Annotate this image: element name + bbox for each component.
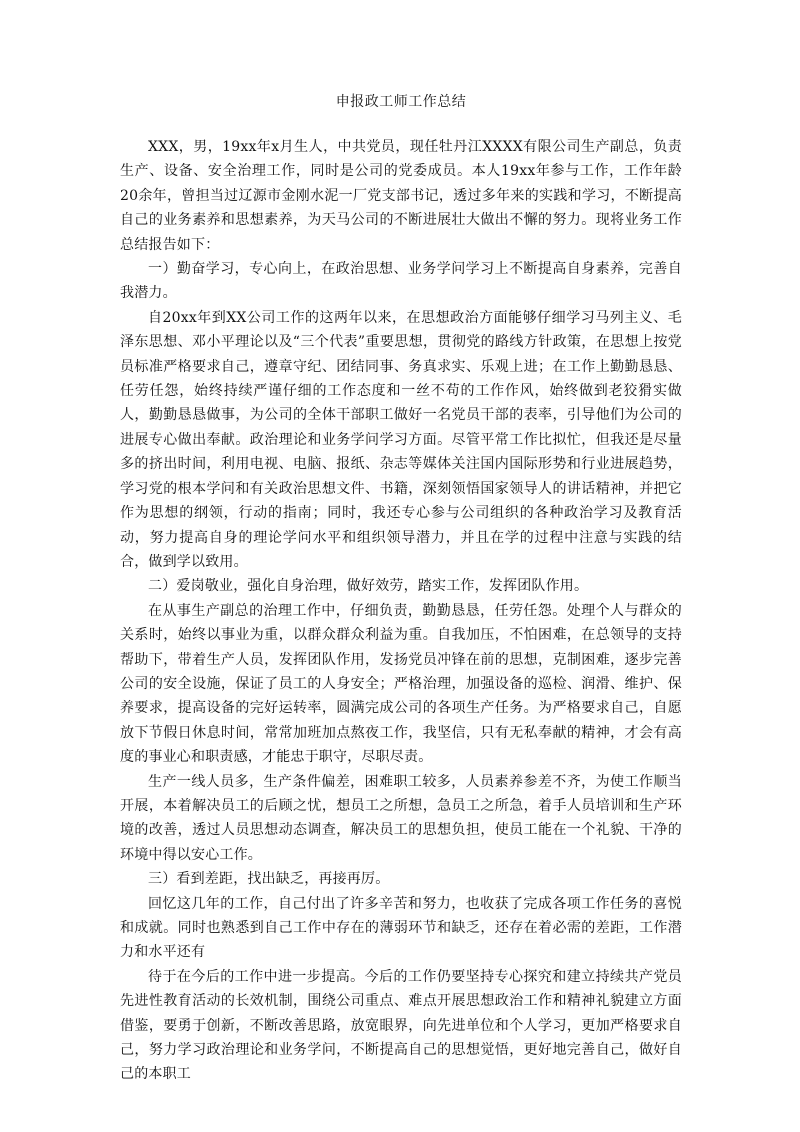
paragraph-intro: XXX，男，19xx年x月生人，中共党员，现任牡丹江XXXX有限公司生产副总，负责生产、设备、安全治理工作，同时是公司的党委成员。本人19xx年参与工作，工作年龄20余年，曾担当过辽源市金刚水泥一厂党支部书记，透过多年来的实践和学习，不断提高自己的业务素养和思想素养，为天马公司的不断进展壮大做出不懈的努力。现将业务工作总结报告如下： xyxy=(120,139,682,253)
paragraph-review: 回忆这几年的工作，自己付出了许多辛苦和努力，也收获了完成各项工作任务的喜悦和成就。同时也熟悉到自己工作中存在的薄弱环节和缺乏，还存在着必需的差距，工作潜力和水平还有 xyxy=(120,895,682,961)
section-heading-3: 三）看到差距，找出缺乏，再接再厉。 xyxy=(148,871,390,888)
paragraph-future: 待于在今后的工作中进一步提高。今后的工作仍要坚持专心探究和建立持续共产党员先进性教育活动的长效机制，围绕公司重点、难点开展思想政治工作和精神礼貌建立方面借鉴，要勇于创新，不断改善思路，放宽眼界，向先进单位和个人学习，更加严格要求自己，努力学习政治理论和业务学问，不断提高自己的思想觉悟，更好地完善自己，做好自己的本职工 xyxy=(120,968,682,1083)
paragraph-study: 自20xx年到XX公司工作的这两年以来，在思想政治方面能够仔细学习马列主义、毛泽东思想、邓小平理论以及“三个代表”重要思想，贯彻党的路线方针政策，在思想上按党员标准严格要求自己，遵章守纪、团结同事、务真求实、乐观上进；在工作上勤勤恳恳、任劳任怨，始终持续严谨仔细的工作态度和一丝不苟的工作作风，始终做到老狡猾实做人，勤勤恳恳做事，为公司的全体干部职工做好一名党员干部的表率，引导他们为公司的进展专心做出奉献。政治理论和业务学问学习方面。尽管平常工作比拟忙，但我还是尽量多的挤出时间，利用电视、电脑、报纸、杂志等媒体关注国内国际形势和行业进展趋势，学习党的根本学问和有关政治思想文件、书籍，深刻领悟国家领导人的讲话精神，并把它作为思想的纲领，行动的指南；同时，我还专心参与公司组织的各种政治学习及教育活动，努力提高自身的理论学问水平和组织领导潜力，并且在学的过程中注意与实践的结合，做到学以致用。 xyxy=(120,309,682,570)
section-heading-1: 一）勤奋学习，专心向上，在政治思想、业务学问学习上不断提高自身素养，完善自我潜力。 xyxy=(120,261,682,302)
paragraph-staff: 生产一线人员多，生产条件偏差，困难职工较多，人员素养参差不齐，为使工作顺当开展，本着解决员工的后顾之忧，想员工之所想，急员工之所急，着手人员培训和生产环境的改善，透过人员思想动态调查，解决员工的思想负担，使员工能在一个礼貌、干净的环境中得以安心工作。 xyxy=(120,773,682,863)
document-title: 申报政工师工作总结 xyxy=(335,94,467,110)
paragraph-management: 在从事生产副总的治理工作中，仔细负责，勤勤恳恳，任劳任怨。处理个人与群众的关系时，始终以事业为重，以群众群众利益为重。自我加压，不怕困难，在总领导的支持帮助下，带着生产人员，发挥团队作用，发扬党员冲锋在前的思想，克制困难，逐步完善公司的安全设施，保证了员工的人身安全；严格治理，加强设备的巡检、润滑、维护、保养要求，提高设备的完好运转率，圆满完成公司的各项生产任务。为严格要求自己，自愿放下节假日休息时间，常常加班加点熬夜工作，我坚信，只有无私奉献的精神，才会有高度的事业心和职责感，才能忠于职守，尽职尽责。 xyxy=(120,602,682,766)
section-heading-2: 二）爱岗敬业，强化自身治理，做好效劳，踏实工作，发挥团队作用。 xyxy=(148,578,589,595)
document-page xyxy=(120,92,682,1087)
